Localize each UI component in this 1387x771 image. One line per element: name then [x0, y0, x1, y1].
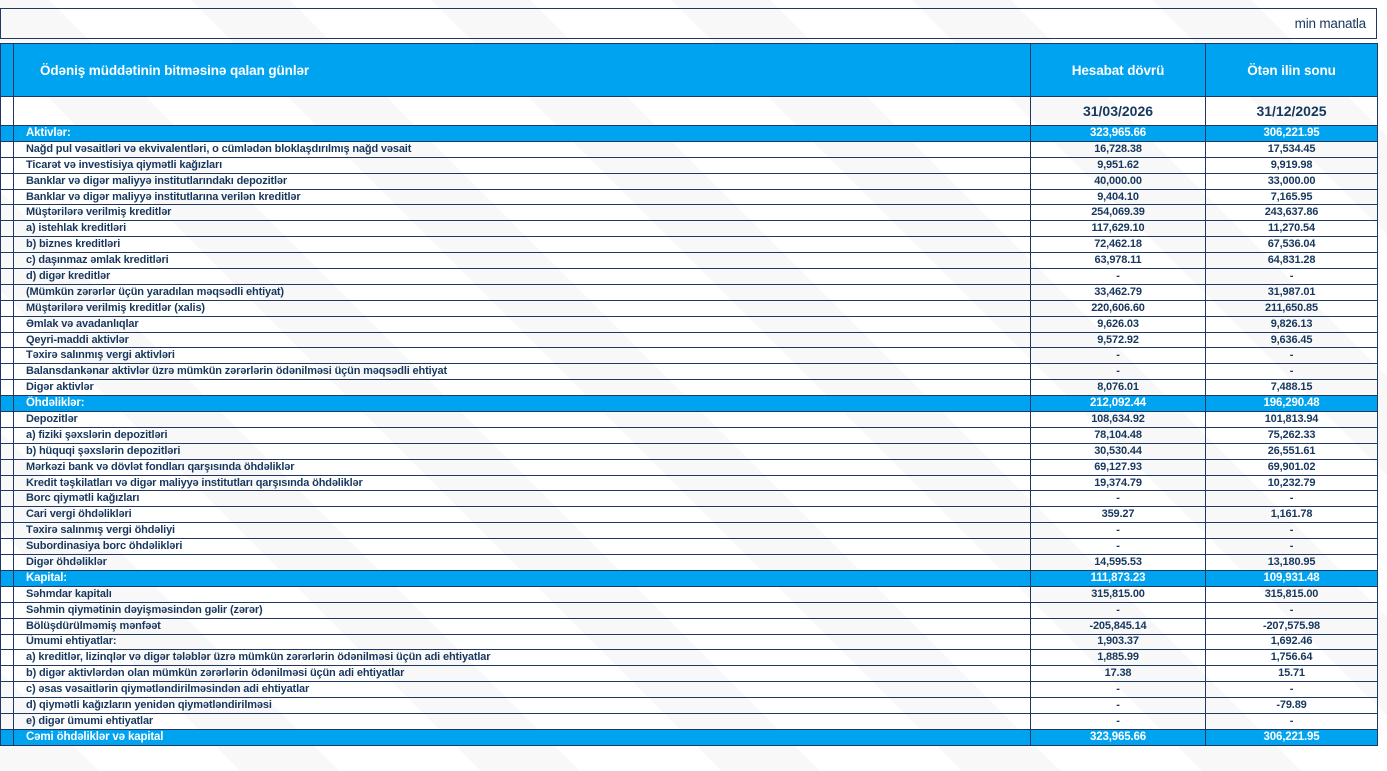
unit-label: min manatla — [1294, 16, 1366, 31]
row-label: b) digər aktivlərdən olan mümkün zərərlərin ödənilməsi üçün adi ehtiyatlar — [14, 666, 1031, 682]
row-gutter — [1, 729, 14, 745]
row-current-value: 1,885.99 — [1031, 650, 1206, 666]
balance-sheet-table — [0, 43, 1378, 746]
row-gutter — [1, 126, 14, 142]
row-label: Mərkəzi bank və dövlət fondları qarşısında öhdəliklər — [14, 459, 1031, 475]
table-row — [1, 396, 1378, 412]
table-row — [1, 491, 1378, 507]
row-label: b) biznes kreditləri — [14, 237, 1031, 253]
row-current-value: - — [1031, 348, 1206, 364]
row-current-value: - — [1031, 682, 1206, 698]
row-previous-value: 11,270.54 — [1206, 221, 1378, 237]
row-current-value: 111,873.23 — [1031, 570, 1206, 586]
header-gutter — [1, 44, 14, 97]
row-gutter — [1, 570, 14, 586]
row-label: Cari vergi öhdəlikləri — [14, 507, 1031, 523]
row-current-value: - — [1031, 713, 1206, 729]
balance-table-body — [1, 126, 1378, 746]
table-row — [1, 586, 1378, 602]
row-gutter — [1, 300, 14, 316]
row-label: Subordinasiya borc öhdəlikləri — [14, 539, 1031, 555]
row-current-value: 30,530.44 — [1031, 443, 1206, 459]
row-current-value: 17.38 — [1031, 666, 1206, 682]
row-label: Müştərilərə verilmiş kreditlər (xalis) — [14, 300, 1031, 316]
row-current-value: -205,845.14 — [1031, 618, 1206, 634]
row-label: Banklar və digər maliyyə institutlarına verilən kreditlər — [14, 189, 1031, 205]
row-previous-value: 7,488.15 — [1206, 380, 1378, 396]
row-label: d) digər kreditlər — [14, 269, 1031, 285]
row-current-value: 78,104.48 — [1031, 427, 1206, 443]
row-label: b) hüquqi şəxslərin depozitləri — [14, 443, 1031, 459]
table-row — [1, 729, 1378, 745]
row-previous-value: 1,756.64 — [1206, 650, 1378, 666]
row-previous-value: 26,551.61 — [1206, 443, 1378, 459]
row-gutter — [1, 634, 14, 650]
row-label: Digər aktivlər — [14, 380, 1031, 396]
row-previous-value: 9,636.45 — [1206, 332, 1378, 348]
row-current-value: 323,965.66 — [1031, 126, 1206, 142]
row-label: Kredit təşkilatları və digər maliyyə institutları qarşısında öhdəliklər — [14, 475, 1031, 491]
table-row — [1, 237, 1378, 253]
table-row — [1, 507, 1378, 523]
row-previous-value: - — [1206, 348, 1378, 364]
row-gutter — [1, 348, 14, 364]
row-current-value: 19,374.79 — [1031, 475, 1206, 491]
row-previous-value: - — [1206, 602, 1378, 618]
row-previous-value: 17,534.45 — [1206, 141, 1378, 157]
row-current-value: 14,595.53 — [1031, 555, 1206, 571]
row-previous-value: 69,901.02 — [1206, 459, 1378, 475]
row-previous-value: - — [1206, 269, 1378, 285]
table-row — [1, 221, 1378, 237]
row-label: Ticarət və investisiya qiymətli kağızları — [14, 157, 1031, 173]
row-label: c) əsas vəsaitlərin qiymətləndirilməsindən adi ehtiyatlar — [14, 682, 1031, 698]
table-row — [1, 650, 1378, 666]
table-row — [1, 348, 1378, 364]
row-previous-value: 306,221.95 — [1206, 126, 1378, 142]
table-row — [1, 141, 1378, 157]
table-row — [1, 713, 1378, 729]
row-current-value: 16,728.38 — [1031, 141, 1206, 157]
row-gutter — [1, 618, 14, 634]
row-gutter — [1, 539, 14, 555]
row-previous-value: 13,180.95 — [1206, 555, 1378, 571]
row-gutter — [1, 396, 14, 412]
row-current-value: - — [1031, 364, 1206, 380]
row-label: Depozitlər — [14, 412, 1031, 428]
row-gutter — [1, 364, 14, 380]
date-row-gutter — [1, 97, 14, 126]
col-header-current-period: Hesabat dövrü — [1031, 44, 1206, 97]
row-label: d) qiymətli kağızların yenidən qiymətləndirilməsi — [14, 698, 1031, 714]
row-gutter — [1, 507, 14, 523]
table-row — [1, 618, 1378, 634]
table-row — [1, 443, 1378, 459]
row-gutter — [1, 157, 14, 173]
table-row — [1, 126, 1378, 142]
current-period-date: 31/03/2026 — [1031, 97, 1206, 126]
row-previous-value: 75,262.33 — [1206, 427, 1378, 443]
row-gutter — [1, 316, 14, 332]
row-label: a) kreditlər, lizinqlər və digər tələblər üzrə mümkün zərərlərin ödənilməsi üçün adi ehtiyatlar — [14, 650, 1031, 666]
row-gutter — [1, 253, 14, 269]
table-row — [1, 205, 1378, 221]
table-row — [1, 189, 1378, 205]
row-gutter — [1, 332, 14, 348]
row-label: Təxirə salınmış vergi öhdəliyi — [14, 523, 1031, 539]
row-gutter — [1, 284, 14, 300]
table-row — [1, 634, 1378, 650]
row-gutter — [1, 427, 14, 443]
row-previous-value: - — [1206, 539, 1378, 555]
row-gutter — [1, 221, 14, 237]
table-row — [1, 682, 1378, 698]
table-row — [1, 666, 1378, 682]
row-label: Müştərilərə verilmiş kreditlər — [14, 205, 1031, 221]
row-current-value: - — [1031, 698, 1206, 714]
row-current-value: - — [1031, 491, 1206, 507]
table-row — [1, 300, 1378, 316]
row-previous-value: 9,826.13 — [1206, 316, 1378, 332]
row-previous-value: -207,575.98 — [1206, 618, 1378, 634]
table-row — [1, 332, 1378, 348]
row-previous-value: 15.71 — [1206, 666, 1378, 682]
row-previous-value: -79.89 — [1206, 698, 1378, 714]
row-current-value: 1,903.37 — [1031, 634, 1206, 650]
table-row — [1, 555, 1378, 571]
row-gutter — [1, 141, 14, 157]
row-previous-value: - — [1206, 364, 1378, 380]
row-label: Öhdəliklər: — [14, 396, 1031, 412]
row-label: Qeyri-maddi aktivlər — [14, 332, 1031, 348]
row-gutter — [1, 523, 14, 539]
table-row — [1, 475, 1378, 491]
row-previous-value: - — [1206, 682, 1378, 698]
row-current-value: 323,965.66 — [1031, 729, 1206, 745]
row-label: c) daşınmaz əmlak kreditləri — [14, 253, 1031, 269]
table-row — [1, 602, 1378, 618]
row-gutter — [1, 443, 14, 459]
row-previous-value: - — [1206, 523, 1378, 539]
row-label: Əmlak və avadanlıqlar — [14, 316, 1031, 332]
row-current-value: 220,606.60 — [1031, 300, 1206, 316]
row-gutter — [1, 412, 14, 428]
row-previous-value: 1,161.78 — [1206, 507, 1378, 523]
row-current-value: 9,626.03 — [1031, 316, 1206, 332]
row-gutter — [1, 586, 14, 602]
row-previous-value: 67,536.04 — [1206, 237, 1378, 253]
row-current-value: 9,572.92 — [1031, 332, 1206, 348]
row-current-value: 9,951.62 — [1031, 157, 1206, 173]
row-label: (Mümkün zərərlər üçün yaradılan məqsədli ehtiyat) — [14, 284, 1031, 300]
row-gutter — [1, 189, 14, 205]
table-row — [1, 253, 1378, 269]
row-gutter — [1, 491, 14, 507]
row-current-value: 40,000.00 — [1031, 173, 1206, 189]
previous-period-date: 31/12/2025 — [1206, 97, 1378, 126]
row-current-value: 9,404.10 — [1031, 189, 1206, 205]
row-previous-value: 64,831.28 — [1206, 253, 1378, 269]
table-row — [1, 380, 1378, 396]
row-label: Aktivlər: — [14, 126, 1031, 142]
row-previous-value: 7,165.95 — [1206, 189, 1378, 205]
row-previous-value: 315,815.00 — [1206, 586, 1378, 602]
row-gutter — [1, 205, 14, 221]
row-gutter — [1, 237, 14, 253]
table-row — [1, 459, 1378, 475]
row-previous-value: 211,650.85 — [1206, 300, 1378, 316]
row-gutter — [1, 475, 14, 491]
row-previous-value: 33,000.00 — [1206, 173, 1378, 189]
table-row — [1, 412, 1378, 428]
row-label: Cəmi öhdəliklər və kapital — [14, 729, 1031, 745]
row-current-value: 69,127.93 — [1031, 459, 1206, 475]
table-row — [1, 364, 1378, 380]
table-row — [1, 523, 1378, 539]
row-previous-value: 101,813.94 — [1206, 412, 1378, 428]
row-label: a) istehlak kreditləri — [14, 221, 1031, 237]
row-current-value: - — [1031, 539, 1206, 555]
row-gutter — [1, 682, 14, 698]
row-previous-value: - — [1206, 491, 1378, 507]
row-gutter — [1, 666, 14, 682]
row-label: Səhmdar kapitalı — [14, 586, 1031, 602]
table-row — [1, 316, 1378, 332]
col-header-previous-period: Ötən ilin sonu — [1206, 44, 1378, 97]
row-current-value: 117,629.10 — [1031, 221, 1206, 237]
row-gutter — [1, 380, 14, 396]
row-gutter — [1, 459, 14, 475]
row-current-value: 8,076.01 — [1031, 380, 1206, 396]
row-gutter — [1, 650, 14, 666]
row-label: Bölüşdürülməmiş mənfəət — [14, 618, 1031, 634]
row-current-value: 315,815.00 — [1031, 586, 1206, 602]
row-current-value: 72,462.18 — [1031, 237, 1206, 253]
row-label: Nağd pul vəsaitləri və ekvivalentləri, o cümlədən bloklaşdırılmış nağd vəsait — [14, 141, 1031, 157]
row-current-value: - — [1031, 523, 1206, 539]
row-previous-value: - — [1206, 713, 1378, 729]
row-label: e) digər ümumi ehtiyatlar — [14, 713, 1031, 729]
row-label: Balansdankənar aktivlər üzrə mümkün zərərlərin ödənilməsi üçün məqsədli ehtiyat — [14, 364, 1031, 380]
row-current-value: 33,462.79 — [1031, 284, 1206, 300]
table-row — [1, 698, 1378, 714]
table-row — [1, 269, 1378, 285]
row-previous-value: 243,637.86 — [1206, 205, 1378, 221]
table-row — [1, 427, 1378, 443]
row-current-value: 108,634.92 — [1031, 412, 1206, 428]
row-current-value: 359.27 — [1031, 507, 1206, 523]
row-label: Səhmin qiymətinin dəyişməsindən gəlir (zərər) — [14, 602, 1031, 618]
table-row — [1, 570, 1378, 586]
row-label: Təxirə salınmış vergi aktivləri — [14, 348, 1031, 364]
row-gutter — [1, 713, 14, 729]
table-header-row — [1, 44, 1378, 97]
unit-bar — [0, 8, 1377, 39]
row-current-value: 254,069.39 — [1031, 205, 1206, 221]
row-gutter — [1, 269, 14, 285]
row-previous-value: 109,931.48 — [1206, 570, 1378, 586]
row-current-value: 63,978.11 — [1031, 253, 1206, 269]
row-label: Digər öhdəliklər — [14, 555, 1031, 571]
row-previous-value: 9,919.98 — [1206, 157, 1378, 173]
row-current-value: - — [1031, 602, 1206, 618]
table-row — [1, 157, 1378, 173]
row-previous-value: 1,692.46 — [1206, 634, 1378, 650]
row-label: a) fiziki şəxslərin depozitləri — [14, 427, 1031, 443]
row-previous-value: 10,232.79 — [1206, 475, 1378, 491]
row-gutter — [1, 698, 14, 714]
row-label: Ümumi ehtiyatlar: — [14, 634, 1031, 650]
date-row — [1, 97, 1378, 126]
row-gutter — [1, 602, 14, 618]
row-label: Kapital: — [14, 570, 1031, 586]
table-title: Ödəniş müddətinin bitməsinə qalan günlər — [14, 44, 1031, 97]
row-previous-value: 196,290.48 — [1206, 396, 1378, 412]
row-label: Borc qiymətli kağızları — [14, 491, 1031, 507]
row-current-value: - — [1031, 269, 1206, 285]
row-previous-value: 31,987.01 — [1206, 284, 1378, 300]
row-current-value: 212,092.44 — [1031, 396, 1206, 412]
table-row — [1, 284, 1378, 300]
row-gutter — [1, 555, 14, 571]
table-row — [1, 173, 1378, 189]
date-row-spacer — [14, 97, 1031, 126]
row-label: Banklar və digər maliyyə institutlarındakı depozitlər — [14, 173, 1031, 189]
row-gutter — [1, 173, 14, 189]
table-row — [1, 539, 1378, 555]
row-previous-value: 306,221.95 — [1206, 729, 1378, 745]
